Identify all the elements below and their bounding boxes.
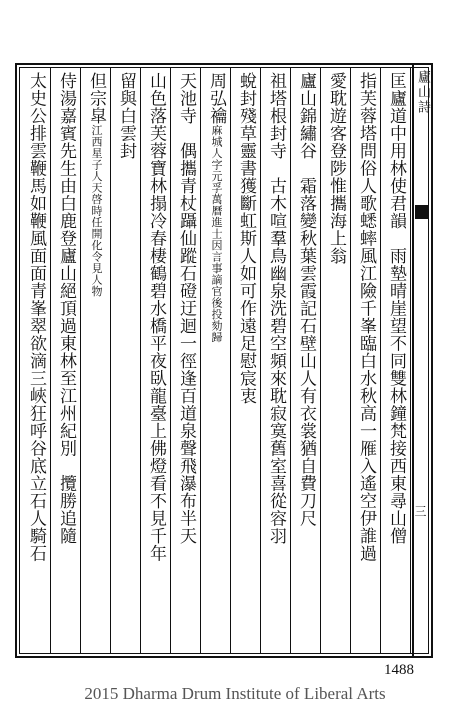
column-rule — [110, 67, 111, 654]
column-rule — [50, 67, 51, 654]
column-rule — [350, 67, 351, 654]
text-column: 但宗皐江西星子人天啓時任開化令見人物 — [86, 72, 106, 297]
fish-tail-mark — [415, 205, 429, 219]
text-column: 太史公排雲鞭馬如鞭風面面青峯翠欲滴三峽狂呼谷底立石人騎石 — [26, 72, 46, 562]
text-column: 周弘禴麻城人字元孚萬曆進士因言事謫官後投劾歸 — [206, 72, 226, 343]
annotation-note: 江西星子人天啓時任開化令見人物 — [90, 124, 103, 297]
column-rule — [380, 67, 381, 654]
column-rule — [80, 67, 81, 654]
column-rule — [410, 67, 411, 654]
column-rule — [200, 67, 201, 654]
text-column: 天池寺 偶攜青杖躡仙蹤石磴迂迴一徑逢百道泉聲飛瀑布半天 — [176, 72, 196, 545]
text-column: 蛻封殘草靈書獲斷虹斯人如可作遠足慰宸衷 — [236, 72, 256, 405]
text-column: 廬山錦繡谷 霜落變秋葉雲霞記石壁山人有衣裳猶自費刀尺 — [296, 72, 316, 527]
column-rule — [230, 67, 231, 654]
text-column: 祖塔根封寺 古木喧羣鳥幽泉洗碧空頻來耽寂寞舊室喜從容羽 — [266, 72, 286, 545]
text-column: 指芙蓉塔問俗人歌蟋蟀風江險千峯臨白水秋高一雁入遙空伊誰過 — [356, 72, 376, 562]
text-column: 留與白雲封 — [116, 72, 136, 160]
column-rule — [320, 67, 321, 654]
page-number: 1488 — [384, 662, 414, 678]
text-column: 山色落芙蓉寶林搨冷春棲鶴碧水橋平夜臥龍臺上佛燈看不見千年 — [146, 72, 166, 562]
text-column: 侍湯嘉賓先生由白鹿登廬山絕頂過東林至江州紀別 攬勝追隨 — [56, 72, 76, 545]
margin-title: 廬山詩 — [415, 70, 430, 115]
text-column: 匡廬道中用林使君韻 雨墊晴崖望不同雙林鐘梵接西東尋山僧 — [386, 72, 406, 545]
watermark-footer: 2015 Dharma Drum Institute of Liberal Arts — [84, 684, 386, 703]
margin-number: 三 — [413, 505, 427, 517]
annotation-note: 麻城人字元孚萬曆進士因言事謫官後投劾歸 — [210, 124, 223, 343]
column-rule — [140, 67, 141, 654]
margin-strip — [412, 63, 433, 658]
text-column: 愛耽遊客登陟惟攜海上翁 — [326, 72, 346, 265]
column-rule — [290, 67, 291, 654]
column-rule — [260, 67, 261, 654]
column-rule — [170, 67, 171, 654]
